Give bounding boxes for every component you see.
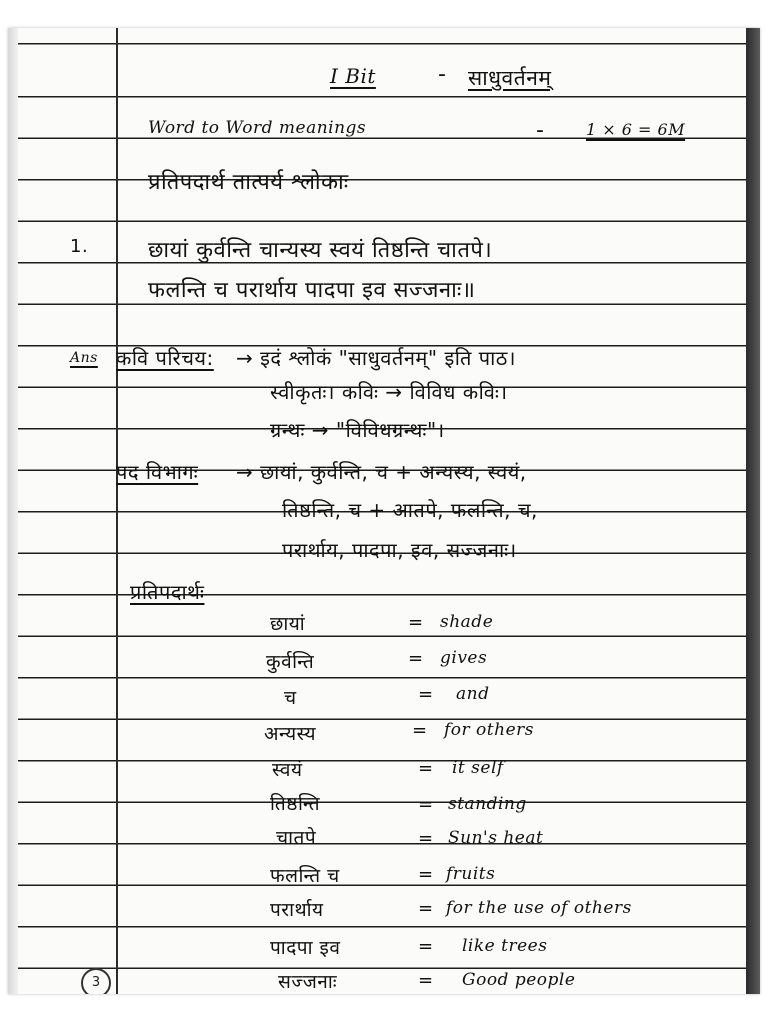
title-dash: -: [438, 62, 447, 87]
equals-sign: =: [418, 970, 434, 991]
meaning-english: shade: [440, 612, 494, 632]
meaning-word: सज्जनाः: [278, 971, 338, 993]
meaning-word: छायां: [270, 613, 306, 635]
equals-sign: =: [418, 684, 434, 705]
equals-sign: =: [418, 898, 434, 919]
subtitle: Word to Word meanings: [148, 118, 367, 138]
page-left-edge: [8, 28, 18, 994]
meaning-word: च: [284, 687, 297, 709]
meaning-english: gives: [440, 648, 488, 668]
subtitle-dash: -: [536, 118, 545, 143]
meaning-word: तिष्ठन्ति: [270, 793, 321, 815]
meaning-english: and: [456, 684, 490, 704]
equals-sign: =: [418, 758, 434, 779]
pada-line-3: परार्थाय, पादपा, इव, सज्जनाः।: [282, 538, 517, 562]
meaning-english: standing: [448, 794, 527, 814]
kavi-line-1: → इदं श्लोकं "साधुवर्तनम्" इति पाठ।: [236, 346, 516, 370]
meaning-english: Sun's heat: [448, 828, 544, 848]
equals-sign: =: [412, 720, 428, 741]
equals-sign: =: [418, 828, 434, 849]
meaning-english: fruits: [446, 864, 496, 884]
title-bit: I Bit: [330, 64, 376, 88]
meaning-english: Good people: [462, 970, 576, 990]
meaning-english: like trees: [462, 936, 548, 956]
kavi-line-3: ग्रन्थः → "विविधग्रन्थः"।: [270, 418, 445, 442]
kavi-line-2: स्वीकृतः। कविः → विविध कविः।: [270, 380, 508, 404]
heading: प्रतिपदार्थ तात्पर्य श्लोकाः: [148, 170, 349, 195]
margin-line: [116, 28, 118, 994]
meaning-word: अन्यस्य: [264, 723, 317, 745]
kavi-label: कवि परिचय:: [116, 346, 214, 370]
equals-sign: =: [418, 936, 434, 957]
page-right-edge: [746, 28, 760, 994]
shloka-line-1: छायां कुर्वन्ति चान्यस्य स्वयं तिष्ठन्ति चातपे।: [148, 238, 493, 263]
shloka-line-2: फलन्ति च परार्थाय पादपा इव सज्जनाः॥: [148, 278, 476, 303]
pada-label: पद विभागः: [116, 460, 199, 484]
page-number: 3: [81, 968, 111, 994]
equals-sign: =: [418, 864, 434, 885]
question-number: 1.: [70, 236, 89, 257]
meaning-word: पादपा इव: [270, 937, 341, 959]
meaning-english: it self: [452, 758, 504, 778]
meaning-word: फलन्ति च: [270, 865, 340, 887]
notebook-page: [8, 28, 760, 994]
meaning-english: for others: [444, 720, 534, 740]
meaning-english: for the use of others: [446, 898, 632, 918]
marks: 1 × 6 = 6M: [586, 120, 686, 139]
meaning-word: चातपे: [276, 827, 317, 849]
equals-sign: =: [418, 794, 434, 815]
equals-sign: =: [408, 612, 424, 633]
title-hindi: साधुवर्तनम्: [468, 66, 552, 90]
meaning-word: स्वयं: [272, 759, 303, 781]
answer-label: Ans: [70, 350, 98, 366]
equals-sign: =: [408, 648, 424, 669]
pratipadartha-label: प्रतिपदार्थः: [130, 580, 205, 604]
meaning-word: परार्थाय: [270, 899, 324, 921]
pada-line-2: तिष्ठन्ति, च + आतपे, फलन्ति, च,: [282, 498, 538, 522]
pada-line-1: → छायां, कुर्वन्ति, च + अन्यस्य, स्वयं,: [236, 460, 527, 484]
meaning-word: कुर्वन्ति: [266, 651, 315, 673]
